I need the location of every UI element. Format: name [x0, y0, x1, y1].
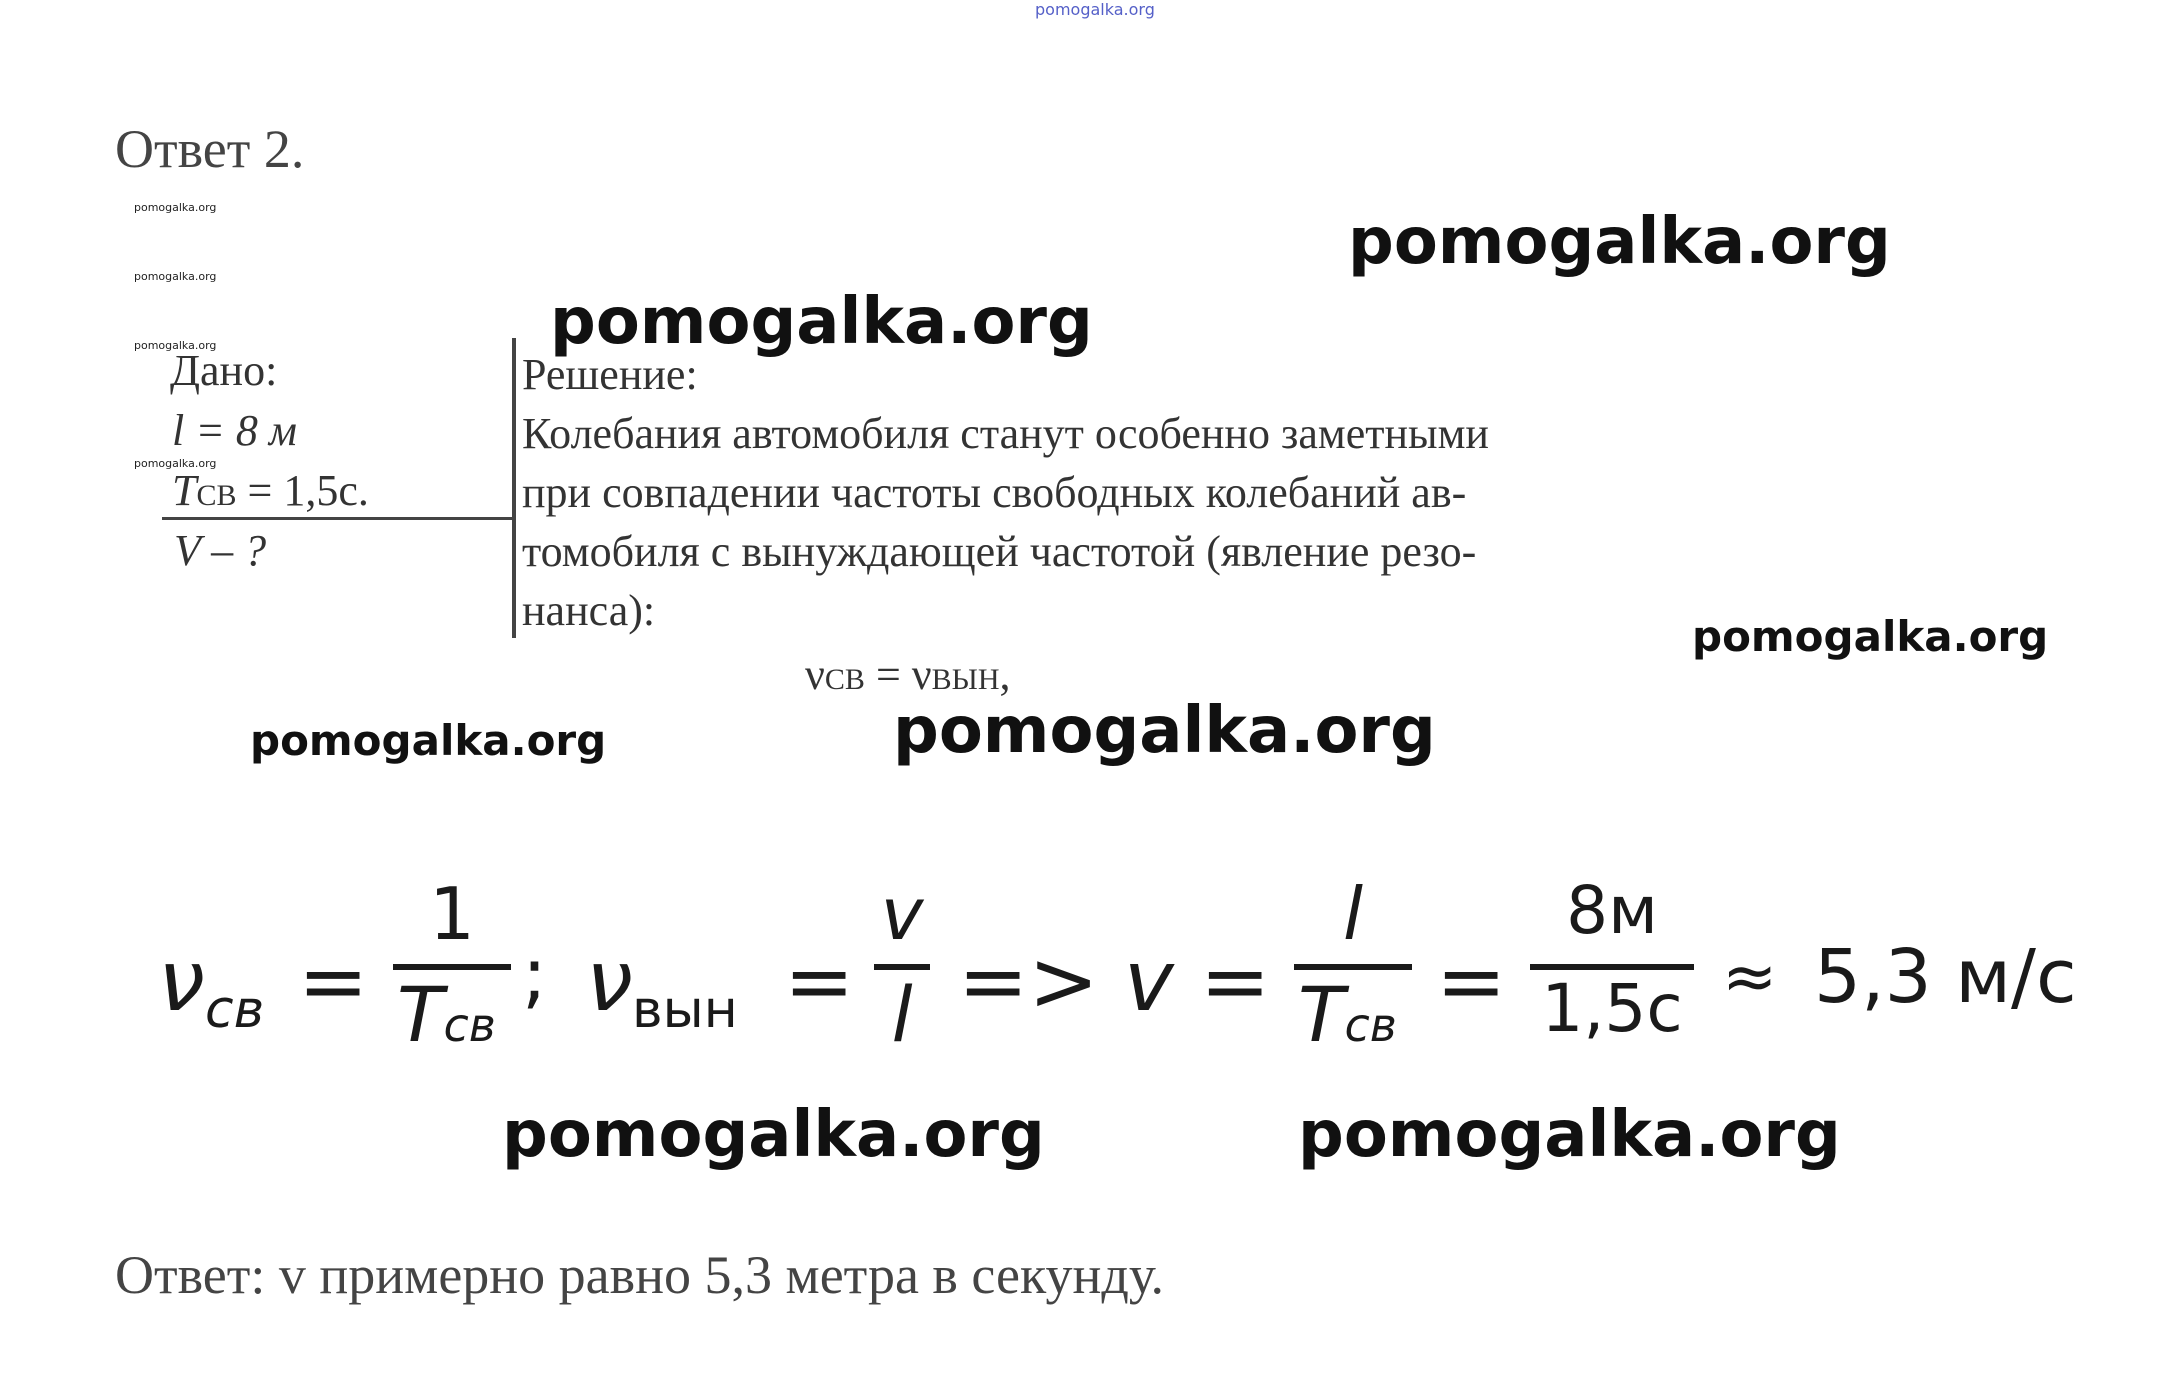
watermark-large: pomogalka.org — [1298, 1098, 1841, 1172]
denominator-T-sv — [393, 970, 511, 1070]
solution-line-3: томобиля с вынуждающей частотой (явление резо- — [522, 527, 1477, 576]
fraction-v-over-l — [874, 872, 930, 1070]
given-divider — [162, 517, 516, 520]
period-symbol: T — [172, 466, 197, 515]
watermark-large: pomogalka.org — [502, 1098, 1045, 1172]
formula-sub-vyn: вын — [632, 980, 738, 1040]
watermark-large: pomogalka.org — [550, 285, 1093, 359]
eq-sub-vyn: ВЫН — [931, 663, 1000, 696]
formula-equals-3: = — [1200, 932, 1271, 1030]
watermark-small: pomogalka.org — [134, 457, 217, 470]
numerator-v: v — [880, 872, 924, 956]
period-subscript: СВ — [196, 479, 237, 512]
answer-heading: Ответ 2. — [115, 119, 305, 179]
formula-equals-1: = — [298, 932, 369, 1030]
period-value: = 1,5с. — [236, 466, 369, 515]
fraction-8-over-1-5 — [1530, 872, 1694, 1070]
watermark-top: pomogalka.org — [1035, 0, 1155, 19]
given-title: Дано: — [170, 346, 278, 395]
given-find: V – ? — [174, 526, 267, 575]
T-sub-sv: св — [1344, 998, 1397, 1052]
T-symbol: T — [1298, 970, 1345, 1059]
numerator-8m: 8м — [1566, 872, 1658, 949]
watermark-small: pomogalka.org — [134, 339, 217, 352]
formula-approx: ≈ — [1722, 938, 1778, 1015]
fraction-1-over-T — [393, 872, 511, 1070]
watermark-small: pomogalka.org — [134, 201, 217, 214]
given-length: l = 8 м — [172, 406, 297, 455]
solution-line-1: Колебания автомобиля станут особенно заметными — [522, 409, 1489, 458]
denominator-1-5s: 1,5с — [1541, 970, 1683, 1047]
formula-nu-vyn: ν — [586, 932, 633, 1030]
eq-nu: ν — [805, 650, 825, 699]
formula-implies: => — [958, 932, 1099, 1030]
solution-line-4: нанса): — [522, 586, 656, 635]
solution-line-2: при совпадении частоты свободных колебаний ав- — [522, 468, 1467, 517]
watermark-medium: pomogalka.org — [250, 716, 607, 765]
given-period — [172, 465, 369, 516]
formula-nu-sv: ν — [158, 932, 205, 1030]
formula-equals-4: = — [1436, 932, 1507, 1030]
T-sub-sv: св — [443, 998, 496, 1052]
formula-result: 5,3 м/с — [1814, 934, 2077, 1020]
watermark-small: pomogalka.org — [134, 270, 217, 283]
formula-equals-2: = — [784, 932, 855, 1030]
formula-v: v — [1124, 932, 1174, 1030]
formula-sub-sv: св — [205, 980, 265, 1040]
denominator-l: l — [891, 970, 913, 1059]
watermark-large: pomogalka.org — [893, 694, 1436, 768]
eq-equals-nu: = ν — [864, 650, 932, 699]
denominator-T-sv — [1294, 970, 1412, 1070]
numerator-one: 1 — [429, 872, 475, 956]
numerator-l: l — [1342, 872, 1363, 956]
watermark-medium: pomogalka.org — [1692, 612, 2049, 661]
solution-divider — [512, 338, 516, 638]
eq-end: , — [999, 650, 1011, 699]
formula-semicolon: ; — [522, 932, 547, 1018]
final-answer: Ответ: v примерно равно 5,3 метра в секунду. — [115, 1245, 1164, 1305]
fraction-l-over-T — [1294, 872, 1412, 1070]
T-symbol: T — [397, 970, 444, 1059]
solution-title: Решение: — [522, 350, 698, 399]
eq-sub-sv: СВ — [824, 663, 865, 696]
watermark-large: pomogalka.org — [1348, 205, 1891, 279]
